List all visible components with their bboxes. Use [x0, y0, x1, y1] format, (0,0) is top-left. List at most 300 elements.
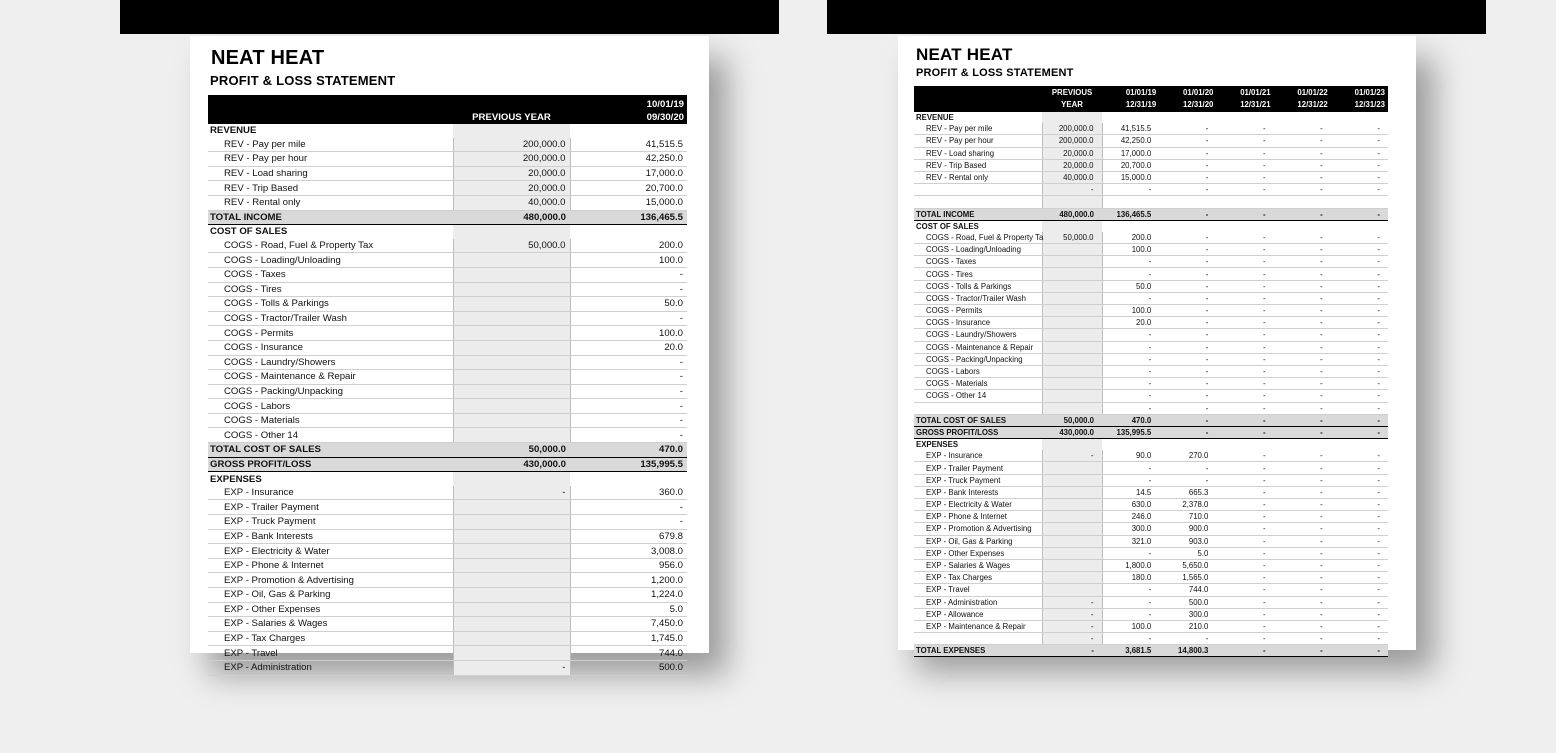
- table-row: [208, 486, 687, 500]
- year-3-value: -: [1216, 268, 1273, 280]
- total-row: [208, 210, 687, 225]
- table-row: [208, 428, 687, 443]
- year-3-value: -: [1216, 208, 1273, 220]
- previous-year-value: [453, 602, 570, 617]
- previous-year-value: [453, 253, 570, 268]
- year-1-value: -: [1102, 584, 1159, 596]
- year-to: 12/31/19: [1125, 100, 1157, 109]
- current-period-value: -: [570, 399, 687, 414]
- year-5-value: -: [1331, 523, 1388, 535]
- year-1-value: 41,515.5: [1102, 123, 1159, 135]
- year-1-value: -: [1102, 184, 1159, 196]
- previous-year-value: [453, 297, 570, 312]
- previous-year-value: -: [1042, 596, 1102, 608]
- year-2-value: 665.3: [1159, 486, 1216, 498]
- previous-year-value: 50,000.0: [1042, 232, 1102, 244]
- previous-year-value: [453, 573, 570, 588]
- row-label: EXP - Insurance: [208, 486, 453, 500]
- row-label: REV - Pay per hour: [208, 152, 453, 167]
- row-label: TOTAL EXPENSES: [914, 645, 1042, 657]
- year-3-value: -: [1216, 292, 1273, 304]
- row-label: EXP - Administration: [208, 660, 453, 675]
- table-row: [914, 633, 1388, 645]
- previous-year-value: -: [1042, 620, 1102, 632]
- table-row: [208, 588, 687, 603]
- previous-year-value: -: [453, 486, 570, 500]
- year-5-value: -: [1331, 135, 1388, 147]
- table-row: [914, 280, 1388, 292]
- previous-year-value: 430,000.0: [453, 457, 570, 472]
- year-1-value: -: [1102, 268, 1159, 280]
- year-3-value: -: [1216, 232, 1273, 244]
- row-label: COGS - Loading/Unloading: [208, 253, 453, 268]
- year-3-value: [1216, 196, 1273, 208]
- row-label: COGS - Packing/Unpacking: [914, 353, 1042, 365]
- year-1-value: 246.0: [1102, 511, 1159, 523]
- row-label: TOTAL INCOME: [914, 208, 1042, 220]
- current-period-value: -: [570, 500, 687, 515]
- previous-year-value: 50,000.0: [453, 443, 570, 458]
- header-year-3: [1216, 86, 1273, 112]
- year-5-value: -: [1331, 171, 1388, 183]
- current-period-value: -: [570, 370, 687, 385]
- previous-year-value: -: [453, 660, 570, 675]
- previous-year-value: [453, 529, 570, 544]
- row-label: EXP - Oil, Gas & Parking: [208, 588, 453, 603]
- current-period-value: -: [570, 413, 687, 428]
- total-row: [914, 208, 1388, 220]
- year-5-value: -: [1331, 208, 1388, 220]
- header-year-5: [1331, 86, 1388, 112]
- previous-year-value: -: [1042, 608, 1102, 620]
- year-3-value: -: [1216, 280, 1273, 292]
- year-3-value: -: [1216, 390, 1273, 402]
- year-1-value: -: [1102, 633, 1159, 645]
- year-5-value: -: [1331, 292, 1388, 304]
- row-label: REVENUE: [916, 113, 954, 123]
- year-2-value: -: [1159, 280, 1216, 292]
- year-4-value: -: [1274, 378, 1331, 390]
- year-4-value: [1274, 112, 1331, 123]
- year-3-value: -: [1216, 353, 1273, 365]
- year-5-value: -: [1331, 511, 1388, 523]
- year-2-value: 300.0: [1159, 608, 1216, 620]
- previous-year-value: [453, 428, 570, 443]
- previous-year-value: -: [1042, 645, 1102, 657]
- year-1-value: -: [1102, 462, 1159, 474]
- current-period-value: 42,250.0: [570, 152, 687, 167]
- year-4-value: -: [1274, 645, 1331, 657]
- row-label: REV - Trip Based: [914, 159, 1042, 171]
- year-3-value: -: [1216, 559, 1273, 571]
- previous-year-value: [1042, 462, 1102, 474]
- year-5-value: -: [1331, 256, 1388, 268]
- previous-year-value: [1042, 535, 1102, 547]
- current-period-value: 20,700.0: [570, 181, 687, 196]
- year-2-value: -: [1159, 317, 1216, 329]
- year-5-value: -: [1331, 341, 1388, 353]
- row-label: EXP - Trailer Payment: [914, 462, 1042, 474]
- year-5-value: -: [1331, 365, 1388, 377]
- row-label: COST OF SALES: [210, 226, 288, 238]
- row-label: GROSS PROFIT/LOSS: [208, 457, 453, 472]
- year-4-value: -: [1274, 232, 1331, 244]
- row-label: EXP - Insurance: [914, 450, 1042, 462]
- previous-year-value: [1042, 439, 1102, 451]
- previous-year-value: [1042, 353, 1102, 365]
- row-label: EXP - Other Expenses: [208, 602, 453, 617]
- previous-year-value: [1042, 317, 1102, 329]
- year-1-value: 17,000.0: [1102, 147, 1159, 159]
- year-to: 12/31/23: [1354, 100, 1385, 109]
- table-row: [914, 171, 1388, 183]
- previous-year-value: [453, 631, 570, 646]
- year-2-value: [1159, 196, 1216, 208]
- table-row: [208, 195, 687, 210]
- table-row: [914, 462, 1388, 474]
- year-2-value: -: [1159, 123, 1216, 135]
- year-5-value: -: [1331, 462, 1388, 474]
- row-label: EXP - Oil, Gas & Parking: [914, 535, 1042, 547]
- current-period-value: 20.0: [570, 340, 687, 355]
- header-previous-year: [1042, 86, 1102, 112]
- year-4-value: -: [1274, 135, 1331, 147]
- current-period-value: [570, 124, 687, 138]
- table-row: [914, 317, 1388, 329]
- previous-year-value: [453, 225, 570, 239]
- year-3-value: -: [1216, 305, 1273, 317]
- year-1-value: 15,000.0: [1102, 171, 1159, 183]
- table-row: [208, 152, 687, 167]
- year-3-value: -: [1216, 572, 1273, 584]
- total-row: [914, 414, 1388, 426]
- table-row: [914, 499, 1388, 511]
- year-1-value: 90.0: [1102, 450, 1159, 462]
- row-label: EXPENSES: [916, 440, 959, 450]
- table-row: [914, 450, 1388, 462]
- year-4-value: -: [1274, 559, 1331, 571]
- year-2-value: -: [1159, 135, 1216, 147]
- year-1-value: 100.0: [1102, 305, 1159, 317]
- year-2-value: -: [1159, 268, 1216, 280]
- current-period-value: 15,000.0: [570, 195, 687, 210]
- year-1-value: -: [1102, 292, 1159, 304]
- year-4-value: -: [1274, 147, 1331, 159]
- row-label: GROSS PROFIT/LOSS: [914, 426, 1042, 438]
- year-2-value: -: [1159, 244, 1216, 256]
- year-4-value: -: [1274, 511, 1331, 523]
- section-row: [914, 112, 1388, 123]
- previous-year-value: 20,000.0: [453, 181, 570, 196]
- year-2-value: -: [1159, 378, 1216, 390]
- year-2-value: [1159, 112, 1216, 123]
- previous-year-value: -: [1042, 450, 1102, 462]
- year-from: 01/01/22: [1297, 88, 1328, 97]
- table-row: [208, 558, 687, 573]
- row-label: EXP - Tax Charges: [914, 572, 1042, 584]
- row-label: EXP - Salaries & Wages: [208, 617, 453, 632]
- year-3-value: -: [1216, 378, 1273, 390]
- row-label: COGS - Tolls & Parkings: [208, 297, 453, 312]
- row-label: COGS - Labors: [914, 365, 1042, 377]
- year-3-value: [1216, 112, 1273, 123]
- year-2-value: 500.0: [1159, 596, 1216, 608]
- row-label: EXP - Other Expenses: [914, 547, 1042, 559]
- table-header: [914, 86, 1388, 112]
- year-3-value: -: [1216, 608, 1273, 620]
- previous-year-value: [1042, 486, 1102, 498]
- statement-subtitle: PROFIT & LOSS STATEMENT: [916, 67, 1074, 79]
- year-3-value: -: [1216, 596, 1273, 608]
- table-row: [914, 511, 1388, 523]
- year-1-value: -: [1102, 402, 1159, 414]
- previous-year-value: [1042, 365, 1102, 377]
- year-3-value: -: [1216, 633, 1273, 645]
- row-label: REVENUE: [210, 125, 257, 137]
- previous-year-value: [1042, 390, 1102, 402]
- year-4-value: [1274, 220, 1331, 232]
- row-label: EXP - Bank Interests: [914, 486, 1042, 498]
- previous-year-value: -: [1042, 184, 1102, 196]
- table-row: [914, 402, 1388, 414]
- year-5-value: -: [1331, 123, 1388, 135]
- row-label: [914, 402, 1042, 414]
- table-row: [208, 399, 687, 414]
- year-1-value: 180.0: [1102, 572, 1159, 584]
- table-row: [208, 370, 687, 385]
- year-3-value: -: [1216, 462, 1273, 474]
- previous-year-value: -: [1042, 633, 1102, 645]
- year-2-value: 1,565.0: [1159, 572, 1216, 584]
- year-3-value: -: [1216, 499, 1273, 511]
- year-3-value: -: [1216, 317, 1273, 329]
- year-3-value: -: [1216, 474, 1273, 486]
- previous-year-value: [1042, 572, 1102, 584]
- row-label: REV - Pay per mile: [914, 123, 1042, 135]
- year-2-value: 710.0: [1159, 511, 1216, 523]
- right-pl-table: [914, 86, 1388, 657]
- year-3-value: -: [1216, 535, 1273, 547]
- current-period-value: 1,224.0: [570, 588, 687, 603]
- year-2-value: -: [1159, 329, 1216, 341]
- table-row: [208, 660, 687, 675]
- table-row: [208, 529, 687, 544]
- year-2-value: -: [1159, 426, 1216, 438]
- table-row: [914, 232, 1388, 244]
- table-row: [208, 646, 687, 661]
- year-4-value: -: [1274, 159, 1331, 171]
- year-4-value: -: [1274, 305, 1331, 317]
- previous-year-value: [453, 558, 570, 573]
- previous-year-value: [453, 355, 570, 370]
- year-3-value: -: [1216, 244, 1273, 256]
- total-row: [914, 645, 1388, 657]
- year-3-value: [1216, 439, 1273, 451]
- row-label: REV - Trip Based: [208, 181, 453, 196]
- section-row: [914, 220, 1388, 232]
- year-1-value: -: [1102, 353, 1159, 365]
- table-row: [914, 547, 1388, 559]
- year-1-value: -: [1102, 596, 1159, 608]
- table-row: [914, 390, 1388, 402]
- table-row: [208, 138, 687, 152]
- table-row: [208, 573, 687, 588]
- year-2-value: -: [1159, 208, 1216, 220]
- current-period-value: 17,000.0: [570, 166, 687, 181]
- row-label: EXPENSES: [210, 473, 262, 485]
- previous-year-value: [453, 370, 570, 385]
- previous-year-value: 40,000.0: [1042, 171, 1102, 183]
- year-2-value: 210.0: [1159, 620, 1216, 632]
- table-header: [208, 95, 687, 124]
- year-5-value: -: [1331, 329, 1388, 341]
- row-label: COGS - Road, Fuel & Property Tax: [208, 239, 453, 253]
- year-2-value: -: [1159, 402, 1216, 414]
- table-row: [208, 413, 687, 428]
- year-4-value: -: [1274, 365, 1331, 377]
- row-label: EXP - Phone & Internet: [208, 558, 453, 573]
- table-row: [914, 123, 1388, 135]
- previous-year-value: [453, 588, 570, 603]
- previous-year-value: [1042, 499, 1102, 511]
- previous-year-value: [1042, 402, 1102, 414]
- row-label: TOTAL INCOME: [208, 210, 453, 225]
- year-from: 01/01/19: [1125, 88, 1157, 97]
- row-label: EXP - Bank Interests: [208, 529, 453, 544]
- table-row: [208, 602, 687, 617]
- current-period-value: -: [570, 428, 687, 443]
- previous-year-value: [453, 267, 570, 282]
- year-2-value: -: [1159, 184, 1216, 196]
- row-label: REV - Pay per hour: [914, 135, 1042, 147]
- header-date-from: 10/01/19: [646, 99, 684, 110]
- year-5-value: -: [1331, 402, 1388, 414]
- table-row: [914, 329, 1388, 341]
- row-label: COGS - Tractor/Trailer Wash: [208, 311, 453, 326]
- row-label: COGS - Road, Fuel & Property Ta: [914, 232, 1042, 244]
- table-row: [208, 355, 687, 370]
- table-row: [208, 384, 687, 399]
- row-label: COGS - Permits: [914, 305, 1042, 317]
- previous-year-value: [453, 384, 570, 399]
- table-row: [914, 620, 1388, 632]
- previous-year-value: 40,000.0: [453, 195, 570, 210]
- year-4-value: -: [1274, 499, 1331, 511]
- row-label: COGS - Tractor/Trailer Wash: [914, 292, 1042, 304]
- header-prev-line2: YEAR: [1061, 100, 1083, 109]
- table-row: [208, 340, 687, 355]
- previous-year-value: [1042, 256, 1102, 268]
- year-5-value: -: [1331, 499, 1388, 511]
- row-label: EXP - Travel: [914, 584, 1042, 596]
- table-row: [208, 326, 687, 341]
- previous-year-value: [1042, 474, 1102, 486]
- previous-year-value: [1042, 341, 1102, 353]
- year-1-value: 321.0: [1102, 535, 1159, 547]
- table-row: [914, 196, 1388, 208]
- header-year-2: [1159, 86, 1216, 112]
- year-3-value: -: [1216, 159, 1273, 171]
- year-5-value: -: [1331, 232, 1388, 244]
- year-4-value: -: [1274, 171, 1331, 183]
- row-label: COGS - Tolls & Parkings: [914, 280, 1042, 292]
- row-label: [914, 633, 1042, 645]
- year-to: 12/31/20: [1183, 100, 1214, 109]
- current-period-value: 136,465.5: [570, 210, 687, 225]
- year-4-value: -: [1274, 341, 1331, 353]
- year-2-value: 744.0: [1159, 584, 1216, 596]
- row-label: COGS - Labors: [208, 399, 453, 414]
- row-label: COGS - Permits: [208, 326, 453, 341]
- row-label: COGS - Taxes: [914, 256, 1042, 268]
- left-banner: [120, 0, 779, 34]
- year-2-value: 5,650.0: [1159, 559, 1216, 571]
- year-1-value: -: [1102, 608, 1159, 620]
- year-3-value: -: [1216, 426, 1273, 438]
- section-row: [914, 439, 1388, 451]
- left-pl-table: [208, 95, 687, 676]
- year-4-value: -: [1274, 462, 1331, 474]
- current-period-value: [570, 225, 687, 239]
- year-1-value: 42,250.0: [1102, 135, 1159, 147]
- year-4-value: -: [1274, 547, 1331, 559]
- year-3-value: [1216, 220, 1273, 232]
- year-5-value: [1331, 196, 1388, 208]
- year-3-value: -: [1216, 135, 1273, 147]
- year-5-value: -: [1331, 633, 1388, 645]
- previous-year-value: [453, 124, 570, 138]
- year-5-value: [1331, 439, 1388, 451]
- year-4-value: [1274, 439, 1331, 451]
- header-date-to: 09/30/20: [646, 112, 684, 123]
- row-label: EXP - Allowance: [914, 608, 1042, 620]
- previous-year-value: [1042, 292, 1102, 304]
- year-4-value: -: [1274, 620, 1331, 632]
- header-previous-year: PREVIOUS YEAR: [453, 95, 570, 124]
- previous-year-value: [453, 515, 570, 530]
- year-1-value: -: [1102, 365, 1159, 377]
- year-1-value: 20,700.0: [1102, 159, 1159, 171]
- table-row: [914, 535, 1388, 547]
- section-row: [208, 124, 687, 138]
- year-4-value: -: [1274, 584, 1331, 596]
- year-4-value: -: [1274, 244, 1331, 256]
- table-row: [208, 631, 687, 646]
- current-period-value: -: [570, 355, 687, 370]
- row-label: EXP - Maintenance & Repair: [914, 620, 1042, 632]
- year-3-value: -: [1216, 414, 1273, 426]
- row-label: EXP - Truck Payment: [208, 515, 453, 530]
- year-2-value: -: [1159, 341, 1216, 353]
- company-title: NEAT HEAT: [916, 45, 1013, 64]
- current-period-value: -: [570, 267, 687, 282]
- previous-year-value: [453, 646, 570, 661]
- row-label: COST OF SALES: [916, 221, 979, 231]
- row-label: COGS - Other 14: [208, 428, 453, 443]
- year-1-value: [1102, 196, 1159, 208]
- current-period-value: 360.0: [570, 486, 687, 500]
- table-row: [208, 239, 687, 253]
- year-4-value: -: [1274, 474, 1331, 486]
- current-period-value: 744.0: [570, 646, 687, 661]
- row-label: REV - Rental only: [208, 195, 453, 210]
- current-period-value: 956.0: [570, 558, 687, 573]
- current-period-value: 470.0: [570, 443, 687, 458]
- row-label: EXP - Promotion & Advertising: [914, 523, 1042, 535]
- year-2-value: -: [1159, 365, 1216, 377]
- year-2-value: -: [1159, 305, 1216, 317]
- year-5-value: -: [1331, 280, 1388, 292]
